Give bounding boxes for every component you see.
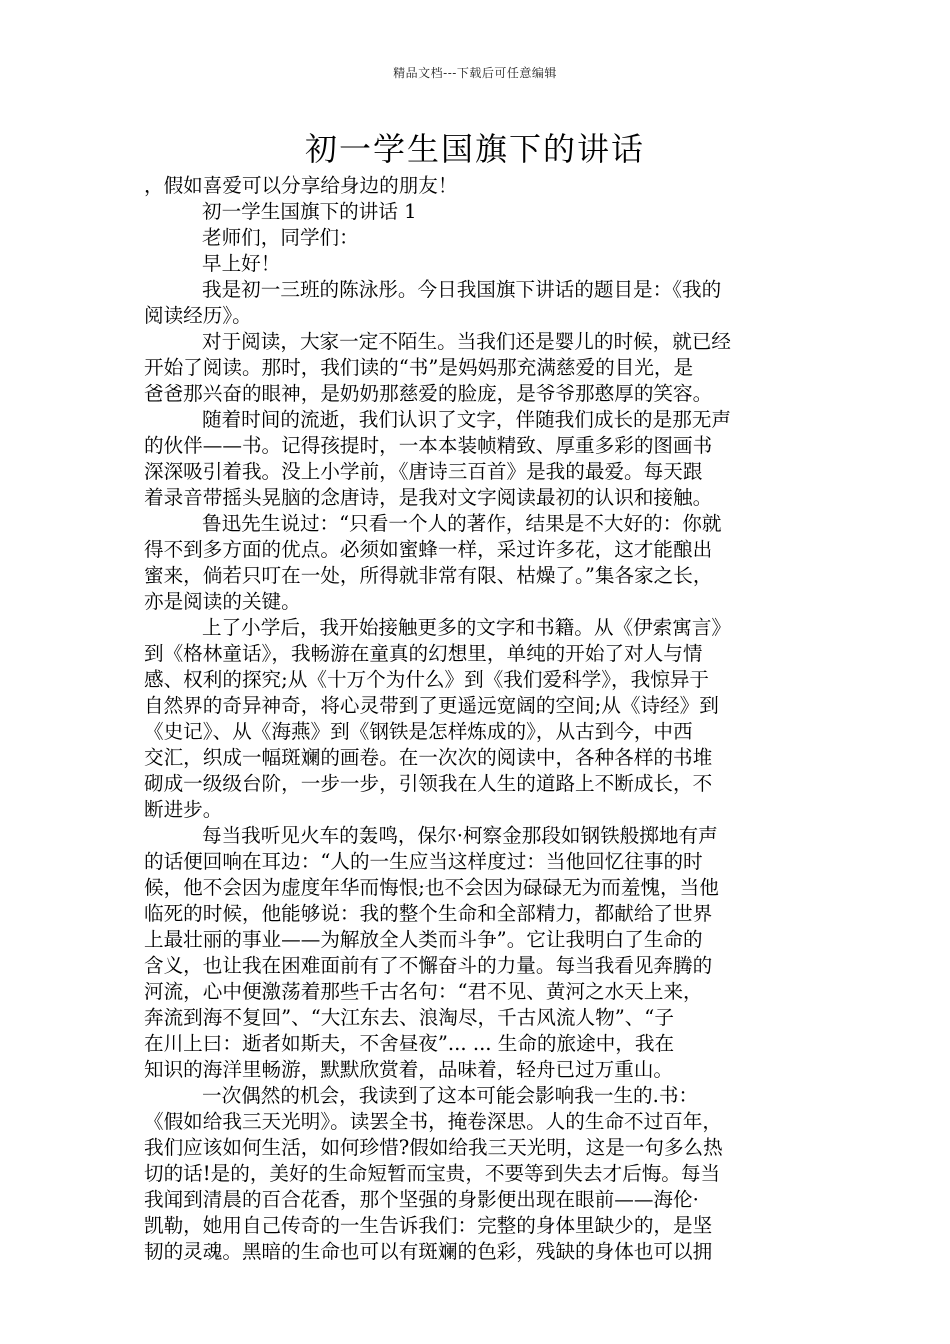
text-line: 切的话!是的，美好的生命短暂而宝贵，不要等到失去才后悔。每当 bbox=[144, 1162, 721, 1185]
text-line: 候，他不会因为虚度年华而悔恨;也不会因为碌碌无为而羞愧，当他 bbox=[144, 876, 719, 899]
text-line: 含义，也让我在困难面前有了不懈奋斗的力量。每当我看见奔腾的 bbox=[144, 954, 713, 977]
text-line: 自然界的奇异神奇，将心灵带到了更遥远宽阔的空间;从《诗经》到 bbox=[144, 694, 719, 717]
text-line: 初一学生国旗下的讲话 1 bbox=[202, 200, 417, 223]
text-line: 每当我听见火车的轰鸣，保尔·柯察金那段如钢铁般掷地有声 bbox=[202, 824, 718, 847]
text-line: 的伙伴——书。记得孩提时，一本本装帧精致、厚重多彩的图画书 bbox=[144, 434, 713, 457]
text-line: 蜜来，倘若只叮在一处，所得就非常有限、枯燥了。”集各家之长， bbox=[144, 564, 713, 587]
text-line: 我闻到清晨的百合花香，那个坚强的身影便出现在眼前——海伦· bbox=[144, 1188, 699, 1211]
text-line: 对于阅读，大家一定不陌生。当我们还是婴儿的时候，就已经 bbox=[202, 330, 732, 353]
document-title: 初一学生国旗下的讲话 bbox=[304, 130, 645, 168]
text-line: 韧的灵魂。黑暗的生命也可以有斑斓的色彩，残缺的身体也可以拥 bbox=[144, 1240, 713, 1263]
text-line: 鲁迅先生说过：“只看一个人的著作，结果是不大好的：你就 bbox=[202, 512, 722, 535]
text-line: 砌成一级级台阶，一步一步，引领我在人生的道路上不断成长，不 bbox=[144, 772, 713, 795]
text-line: 我们应该如何生活，如何珍惜?假如给我三天光明，这是一句多么热 bbox=[144, 1136, 723, 1159]
text-line: ，假如喜爱可以分享给身边的朋友！ bbox=[144, 174, 458, 197]
text-line: 到《格林童话》，我畅游在童真的幻想里，单纯的开始了对人与情 bbox=[144, 642, 703, 665]
text-line: 《假如给我三天光明》。读罢全书，掩卷深思。人的生命不过百年， bbox=[144, 1110, 723, 1133]
text-line: 一次偶然的机会，我读到了这本可能会影响我一生的.书： bbox=[202, 1084, 699, 1107]
text-line: 爸爸那兴奋的眼神，是奶奶那慈爱的脸庞，是爷爷那憨厚的笑容。 bbox=[144, 382, 713, 405]
text-line: 老师们，同学们： bbox=[202, 226, 359, 249]
text-line: 知识的海洋里畅游，默默欣赏着，品味着，轻舟已过万重山。 bbox=[144, 1058, 674, 1081]
document-body bbox=[144, 173, 808, 1265]
page-header: 精品文档---下载后可任意编辑 bbox=[393, 66, 557, 80]
text-line: 我是初一三班的陈泳彤。今日我国旗下讲话的题目是：《我的 bbox=[202, 278, 722, 301]
text-line: 的话便回响在耳边：“人的一生应当这样度过：当他回忆往事的时 bbox=[144, 850, 703, 873]
text-line: 深深吸引着我。没上小学前，《唐诗三百首》是我的最爱。每天跟 bbox=[144, 460, 703, 483]
text-line: 交汇，织成一幅斑斓的画卷。在一次次的阅读中，各种各样的书堆 bbox=[144, 746, 713, 769]
text-line: 在川上曰：逝者如斯夫，不舍昼夜”... ... 生命的旅途中，我在 bbox=[144, 1032, 675, 1055]
text-line: 着录音带摇头晃脑的念唐诗，是我对文字阅读最初的认识和接触。 bbox=[144, 486, 713, 509]
text-line: 上了小学后，我开始接触更多的文字和书籍。从《伊索寓言》 bbox=[202, 616, 732, 639]
text-line: 感、权利的探究;从《十万个为什么》到《我们爱科学》，我惊异于 bbox=[144, 668, 710, 691]
text-line: 早上好！ bbox=[202, 252, 281, 275]
text-line: 亦是阅读的关键。 bbox=[144, 590, 301, 613]
text-line: 阅读经历》。 bbox=[144, 304, 252, 327]
text-line: 断进步。 bbox=[144, 798, 223, 821]
text-line: 凯勒，她用自己传奇的一生告诉我们：完整的身体里缺少的，是坚 bbox=[144, 1214, 713, 1237]
text-line: 得不到多方面的优点。必须如蜜蜂一样，采过许多花，这才能酿出 bbox=[144, 538, 713, 561]
text-line: 河流，心中便激荡着那些千古名句：“君不见、黄河之水天上来， bbox=[144, 980, 703, 1003]
text-line: 上最壮丽的事业——为解放全人类而斗争”。它让我明白了生命的 bbox=[144, 928, 703, 951]
text-line: 临死的时候，他能够说：我的整个生命和全部精力，都献给了世界 bbox=[144, 902, 713, 925]
text-line: 《史记》、从《海燕》到《钢铁是怎样炼成的》，从古到今，中西 bbox=[144, 720, 693, 743]
text-line: 随着时间的流逝，我们认识了文字，伴随我们成长的是那无声 bbox=[202, 408, 732, 431]
text-line: 奔流到海不复回”、“大江东去、浪淘尽，千古风流人物”、“子 bbox=[144, 1006, 674, 1029]
text-line: 开始了阅读。那时，我们读的“书”是妈妈那充满慈爱的目光，是 bbox=[144, 356, 694, 379]
